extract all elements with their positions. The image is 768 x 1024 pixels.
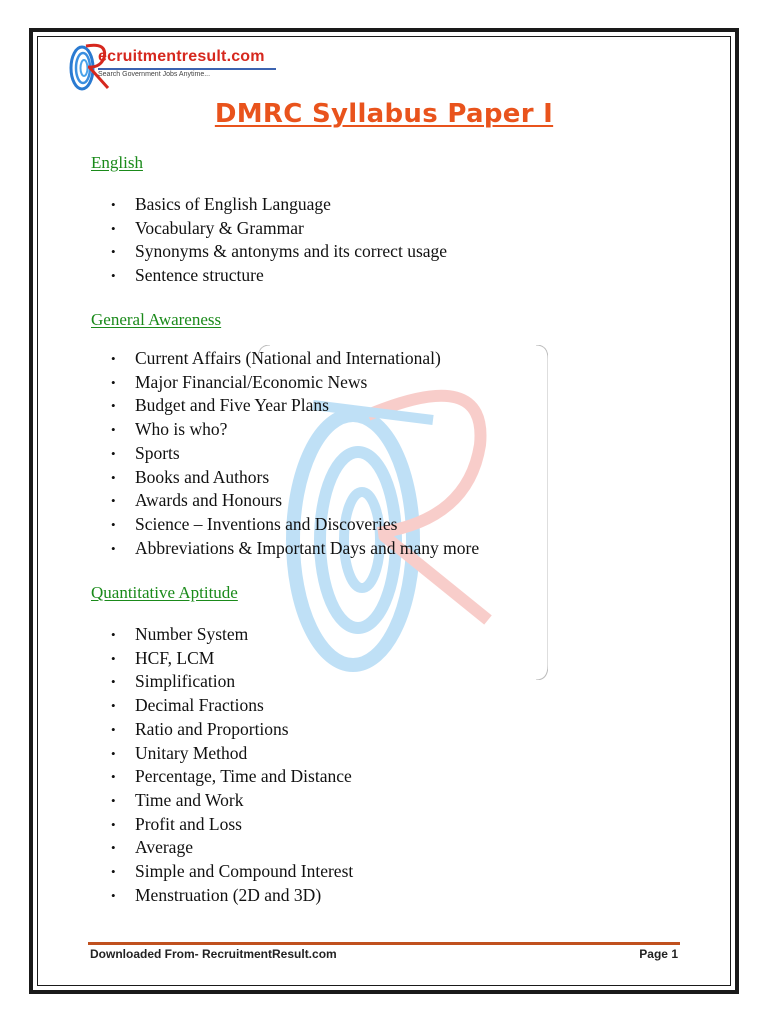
- section-heading-english: English: [91, 153, 143, 172]
- section-heading-quantitative-aptitude: Quantitative Aptitude: [91, 583, 238, 602]
- list-item: • HCF, LCM: [110, 647, 353, 671]
- list-item: • Sports: [110, 442, 479, 466]
- list-item: • Basics of English Language: [110, 193, 447, 217]
- list-item: • Who is who?: [110, 418, 479, 442]
- list-item: • Unitary Method: [110, 742, 353, 766]
- section-list-general-awareness: [110, 347, 479, 560]
- list-item: • Simplification: [110, 670, 353, 694]
- list-item: • Books and Authors: [110, 466, 479, 490]
- document-title: DMRC Syllabus Paper I: [214, 99, 554, 129]
- list-item: • Major Financial/Economic News: [110, 371, 479, 395]
- footer-source: Downloaded From- RecruitmentResult.com: [90, 947, 337, 961]
- list-item: • Awards and Honours: [110, 489, 479, 513]
- list-item: • Abbreviations & Important Days and many more: [110, 537, 479, 561]
- list-item: • Number System: [110, 623, 353, 647]
- list-item: • Budget and Five Year Plans: [110, 394, 479, 418]
- section-list-english: [110, 193, 447, 288]
- section-list-quantitative-aptitude: [110, 623, 353, 907]
- list-item: • Synonyms & antonyms and its correct usage: [110, 240, 447, 264]
- footer-divider: [88, 942, 680, 945]
- list-item: • Profit and Loss: [110, 813, 353, 837]
- list-item: • Sentence structure: [110, 264, 447, 288]
- list-item: • Simple and Compound Interest: [110, 860, 353, 884]
- list-item: • Average: [110, 836, 353, 860]
- brand-underline: [98, 68, 276, 70]
- brand-name: ecruitmentresult.com: [98, 48, 265, 65]
- list-item: • Science – Inventions and Discoveries: [110, 513, 479, 537]
- list-item: • Time and Work: [110, 789, 353, 813]
- list-item: • Current Affairs (National and International): [110, 347, 479, 371]
- brand-tagline: Search Government Jobs Anytime...: [98, 71, 211, 78]
- list-item: • Percentage, Time and Distance: [110, 765, 353, 789]
- list-item: • Menstruation (2D and 3D): [110, 884, 353, 908]
- list-item: • Ratio and Proportions: [110, 718, 353, 742]
- footer-page-number: Page 1: [639, 947, 678, 961]
- list-item: • Decimal Fractions: [110, 694, 353, 718]
- section-heading-general-awareness: General Awareness: [91, 310, 222, 329]
- list-item: • Vocabulary & Grammar: [110, 217, 447, 241]
